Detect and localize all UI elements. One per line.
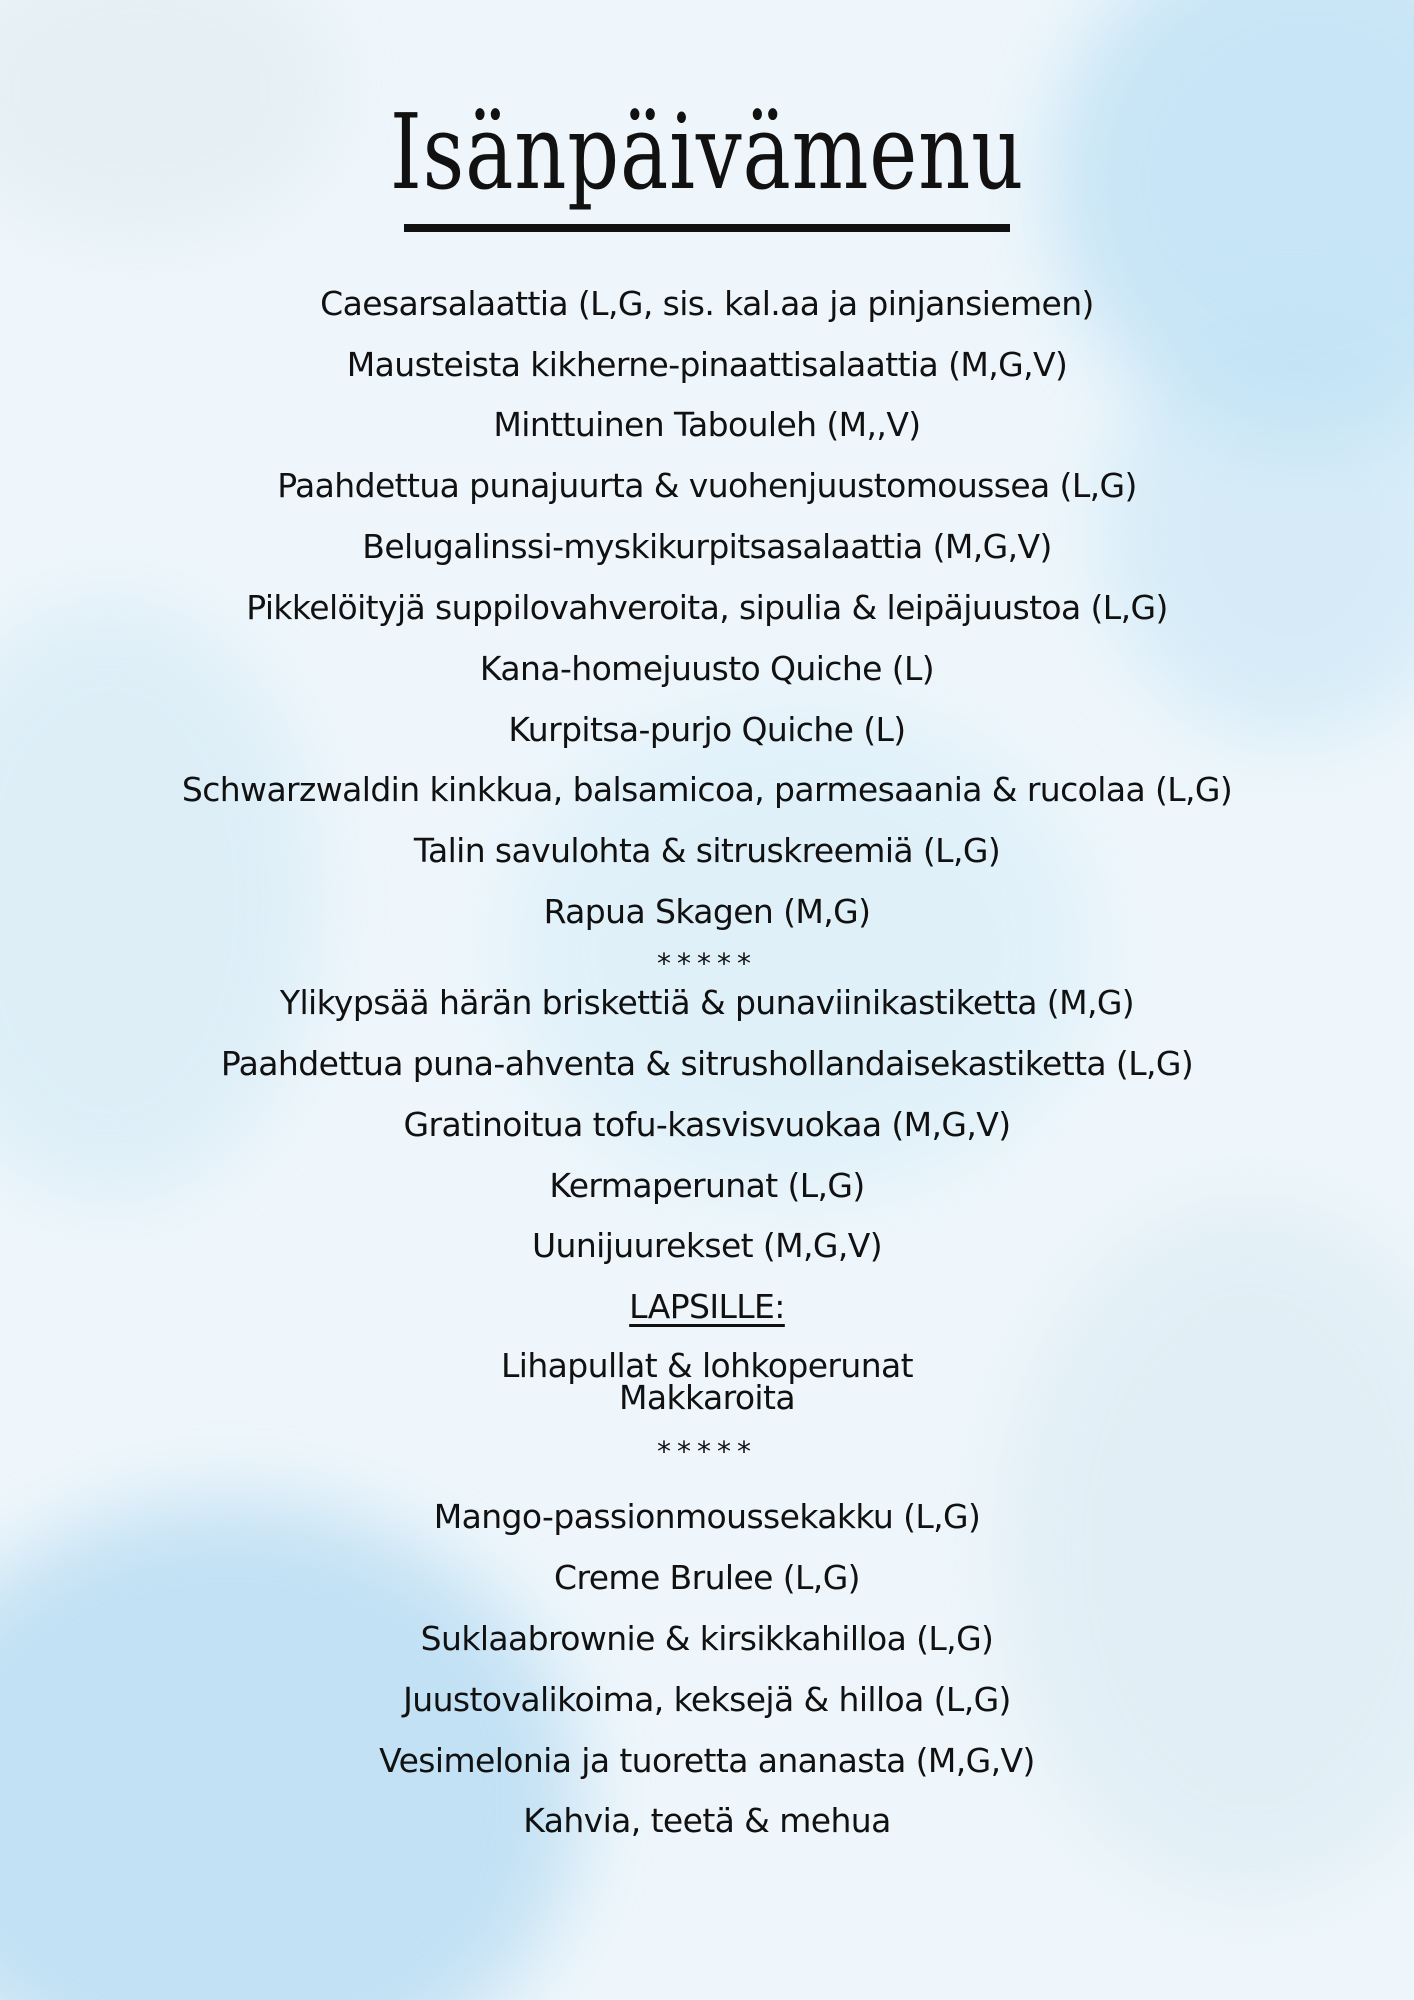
starter-item: Pikkelöityjä suppilovahveroita, sipulia & leipäjuustoa (L,G)	[246, 588, 1168, 627]
starter-item: Talin savulohta & sitruskreemiä (L,G)	[413, 831, 1001, 870]
starter-item: Mausteista kikherne-pinaattisalaattia (M,G,V)	[346, 345, 1068, 384]
section-separator: *****	[657, 1435, 757, 1468]
dessert-item: Creme Brulee (L,G)	[554, 1558, 860, 1597]
starter-item: Kana-homejuusto Quiche (L)	[479, 649, 935, 688]
menu-title: Isänpäivämenu	[389, 91, 1025, 213]
starter-item: Caesarsalaattia (L,G, sis. kal.aa ja pinjansiemen)	[320, 284, 1094, 323]
starter-item: Paahdettua punajuurta & vuohenjuustomoussea (L,G)	[277, 466, 1137, 505]
main-item: Uunijuurekset (M,G,V)	[531, 1226, 883, 1265]
starter-item: Minttuinen Tabouleh (M,,V)	[493, 405, 921, 444]
starter-item: Schwarzwaldin kinkkua, balsamicoa, parmesaania & rucolaa (L,G)	[181, 770, 1233, 809]
kids-item: Makkaroita	[619, 1378, 795, 1417]
main-item: Kermaperunat (L,G)	[549, 1166, 865, 1205]
dessert-item: Kahvia, teetä & mehua	[523, 1801, 891, 1840]
kids-item: Lihapullat & lohkoperunat	[501, 1346, 913, 1385]
starter-item: Rapua Skagen (M,G)	[543, 892, 871, 931]
dessert-item: Mango-passionmoussekakku (L,G)	[433, 1497, 981, 1536]
main-item: Ylikypsää härän briskettiä & punaviinikastiketta (M,G)	[279, 983, 1135, 1022]
kids-heading: LAPSILLE:	[629, 1287, 785, 1326]
dessert-item: Juustovalikoima, keksejä & hilloa (L,G)	[403, 1680, 1011, 1719]
starter-item: Kurpitsa-purjo Quiche (L)	[508, 710, 906, 749]
dessert-item: Suklaabrownie & kirsikkahilloa (L,G)	[420, 1619, 994, 1658]
section-separator: *****	[657, 947, 757, 980]
main-item: Gratinoitua tofu-kasvisvuokaa (M,G,V)	[403, 1105, 1011, 1144]
main-item: Paahdettua puna-ahventa & sitrushollandaisekastiketta (L,G)	[220, 1044, 1194, 1083]
starter-item: Belugalinssi-myskikurpitsasalaattia (M,G,V)	[362, 527, 1052, 566]
title-underline	[404, 224, 1010, 232]
dessert-item: Vesimelonia ja tuoretta ananasta (M,G,V)	[379, 1741, 1035, 1780]
